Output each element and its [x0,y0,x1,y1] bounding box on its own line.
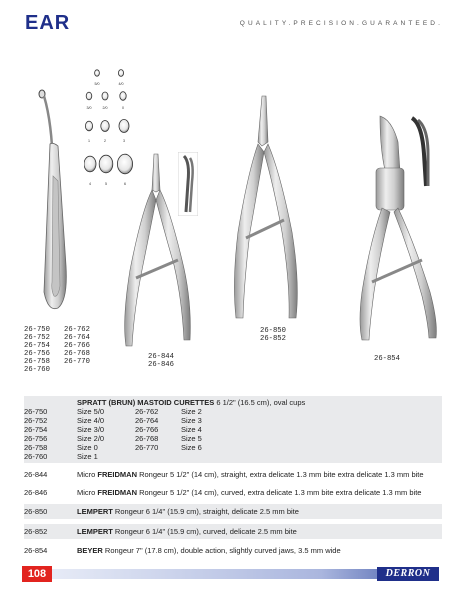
item-size: Size 3 [181,416,202,425]
item-size: Size 0 [77,443,98,452]
code-label: 26-764 [64,334,90,343]
friedman-codes [148,353,174,369]
item-code: 26-766 [135,425,159,434]
cup-size-3 [119,120,129,133]
table-row [24,443,442,452]
item-description: LEMPERT Rongeur 6 1/4" (15.9 cm), straight, delicate 2.5 mm bite [77,507,299,516]
table-row [24,407,442,416]
item-code: 26-854 [24,546,48,555]
page-number: 108 [22,566,52,582]
code-label: 26-756 [24,350,50,359]
code-label: 26-752 [24,334,50,343]
curette-codes-a [24,326,50,375]
curette-image [36,86,76,318]
cup-label: 2 [104,139,106,143]
cup-size-2-0 [102,92,108,100]
table-row [24,416,442,425]
table-row [24,504,442,519]
code-label: 26-766 [64,342,90,351]
code-label: 26-768 [64,350,90,359]
code-label: 26-850 [260,327,286,335]
item-description: BEYER Rongeur 7" (17.8 cm), double action, slightly curved jaws, 3.5 mm wide [77,546,341,555]
brand-logo: DERRON [377,567,439,581]
spratt-section [24,396,442,463]
item-code: 26-852 [24,527,48,536]
cup-label: 5/0 [94,82,100,86]
beyer-inset-image [408,114,432,190]
item-code: 26-758 [24,443,48,452]
item-size: Size 6 [181,443,202,452]
item-code: 26-764 [135,416,159,425]
cup-size-5-0 [95,70,100,76]
cup-size-3-0 [86,92,92,100]
table-row [24,425,442,434]
table-row [24,486,442,499]
table-row [24,544,442,557]
item-code: 26-850 [24,507,48,516]
friedman-inset-image [178,152,198,216]
item-code: 26-760 [24,452,48,461]
cup-label: 4 [89,182,91,186]
tagline: QUALITY.PRECISION.GUARANTEED. [239,20,443,27]
table-row [24,524,442,539]
code-label: 26-758 [24,358,50,367]
item-description: Micro FREIDMAN Rongeur 5 1/2" (14 cm), curved, extra delicate 1.3 mm bite extra delicate 1.3 mm bite [77,488,422,497]
cup-label: 4/0 [118,82,124,86]
cup-label: 3/0 [86,106,92,110]
spratt-title-row [24,398,442,407]
cup-label: 1 [88,139,90,143]
footer [0,566,465,582]
item-code: 26-754 [24,425,48,434]
curette-codes-b [64,326,90,366]
item-code: 26-846 [24,488,48,497]
item-code: 26-844 [24,470,48,479]
table-row [24,434,442,443]
code-label: 26-844 [148,353,174,361]
cup-size-0 [120,92,126,101]
item-size: Size 2 [181,407,202,416]
lempert-codes [260,327,286,343]
table-row [24,452,442,461]
cup-size-1 [85,121,92,131]
cup-size-4 [84,156,96,172]
item-code: 26-762 [135,407,159,416]
item-size: Size 2/0 [77,434,105,443]
table-row [24,468,442,481]
code-label: 26-762 [64,326,90,334]
code-label: 26-770 [64,358,90,367]
cup-label: 5 [105,182,107,186]
catalog-table [24,396,442,557]
item-description: LEMPERT Rongeur 6 1/4" (15.9 cm), curved, delicate 2.5 mm bite [77,527,297,536]
lempert-rongeur-image [212,92,312,324]
code-label: 26-852 [260,335,286,344]
item-code: 26-770 [135,443,159,452]
cup-size-2 [101,121,109,132]
beyer-rongeur-image [340,112,450,344]
item-size: Size 1 [77,452,98,461]
item-code: 26-768 [135,434,159,443]
cup-label: 3 [123,139,125,143]
beyer-codes [374,355,400,363]
item-size: Size 3/0 [77,425,105,434]
item-size: Size 5 [181,434,202,443]
cup-label: 6 [124,182,126,186]
item-size: Size 4 [181,425,202,434]
item-description: Micro FREIDMAN Rongeur 5 1/2" (14 cm), straight, extra delicate 1.3 mm bite extra delicate 1.3 mm bite [77,470,424,479]
page-title: EAR [25,12,71,34]
item-size: Size 4/0 [77,416,105,425]
cup-label: 2/0 [102,106,108,110]
code-label: 26-754 [24,342,50,351]
item-code: 26-750 [24,407,48,416]
code-label: 26-846 [148,361,174,370]
item-code: 26-752 [24,416,48,425]
item-code: 26-756 [24,434,48,443]
code-label: 26-760 [24,366,50,375]
cup-label: 0 [122,106,124,110]
code-label: 26-854 [374,355,400,363]
spratt-title: SPRATT (BRUN) MASTOID CURETTES 6 1/2" (16.5 cm), oval cups [77,398,306,407]
cup-size-4-0 [118,70,123,77]
item-size: Size 5/0 [77,407,105,416]
cup-size-5 [99,155,113,173]
code-label: 26-750 [24,326,50,334]
